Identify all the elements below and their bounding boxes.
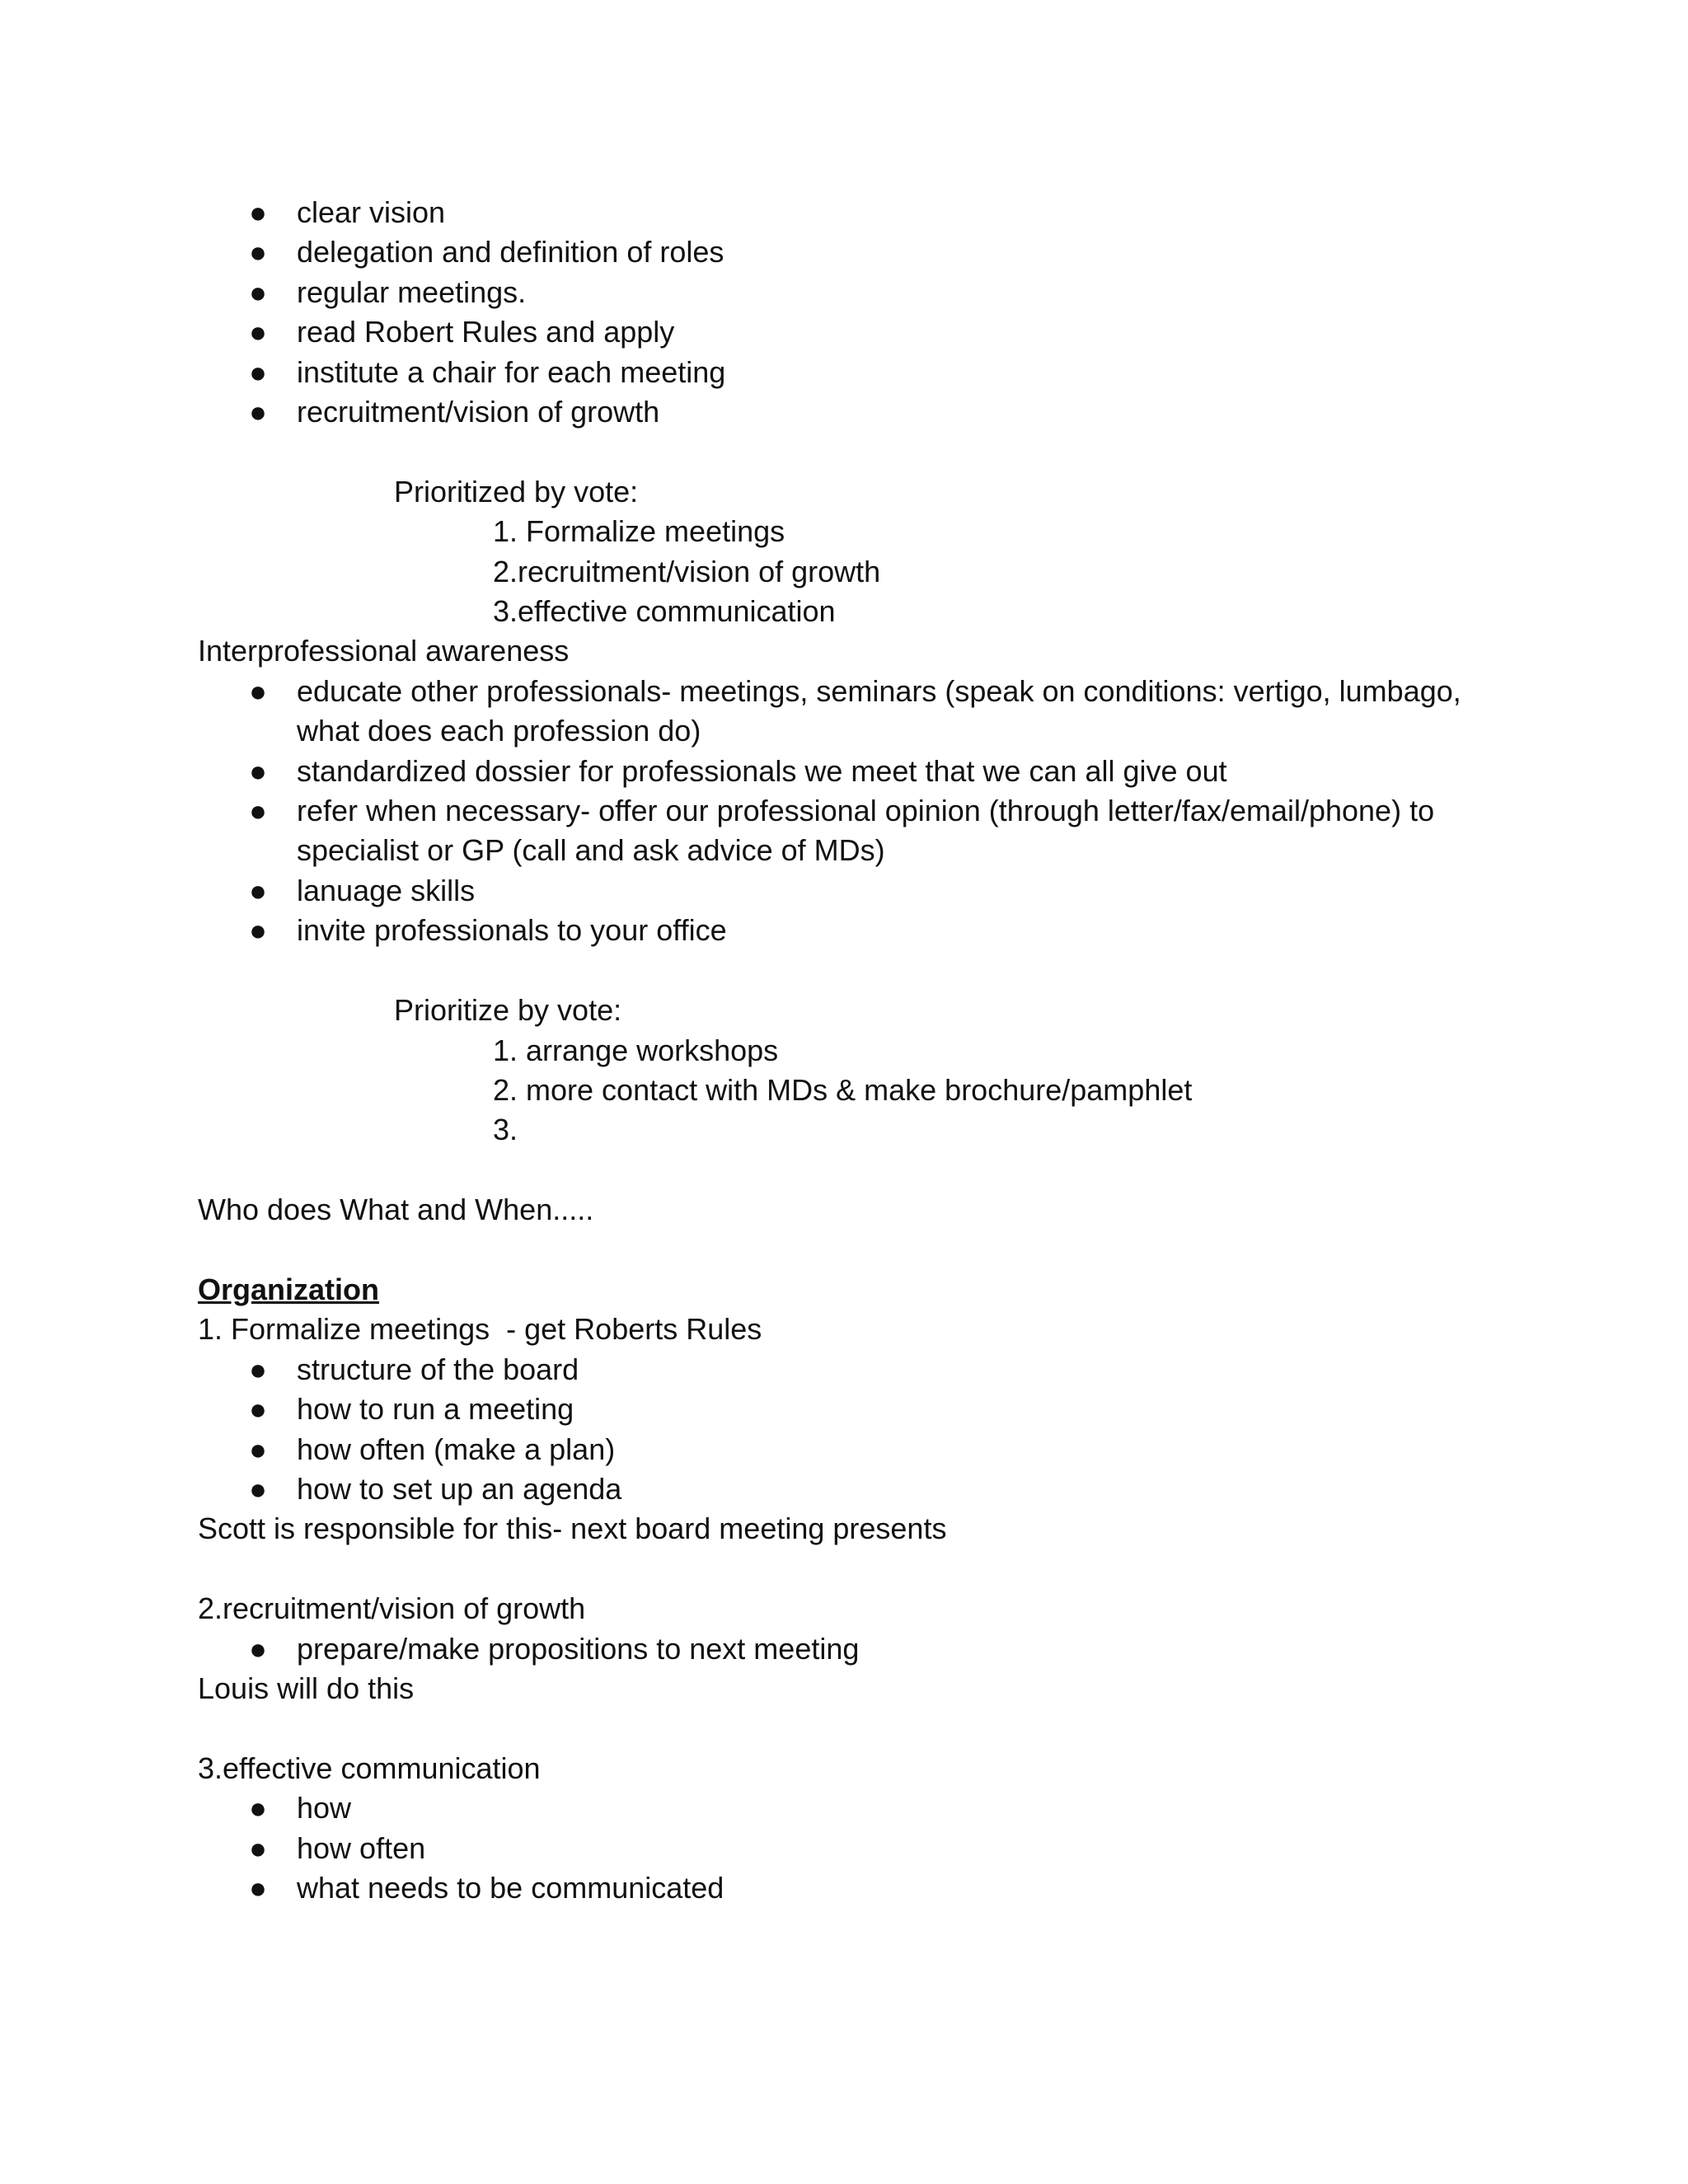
interpro-list bbox=[198, 672, 1517, 951]
list-item-text: standardized dossier for professionals we meet that we can all give out bbox=[297, 753, 1227, 788]
list-item bbox=[198, 1390, 1517, 1429]
section3-list bbox=[198, 1788, 1517, 1908]
list-item-text: invite professionals to your office bbox=[297, 913, 727, 948]
bullet-icon: ● bbox=[249, 1870, 267, 1905]
list-item-text: clear vision bbox=[297, 195, 446, 229]
list-item-text: delegation and definition of roles bbox=[297, 235, 724, 269]
bullet-icon: ● bbox=[249, 1352, 267, 1386]
list-item bbox=[198, 911, 1517, 950]
roles-list bbox=[198, 193, 1517, 432]
document-body bbox=[198, 193, 1517, 1908]
list-item-text: how to set up an agenda bbox=[297, 1471, 622, 1506]
section-title: 3.effective communication bbox=[198, 1750, 541, 1785]
list-item bbox=[198, 672, 1517, 752]
vote2-item: 3. bbox=[493, 1113, 518, 1147]
bullet-icon: ● bbox=[249, 1392, 267, 1427]
bullet-icon: ● bbox=[249, 673, 267, 708]
list-item-text: regular meetings. bbox=[297, 274, 527, 309]
list-item-text: refer when necessary- offer our professional opinion (through letter/fax/email/phone) to specialist or GP (call and ask advice of MDs) bbox=[297, 794, 1435, 868]
vote1-item: 3.effective communication bbox=[493, 594, 836, 629]
who-does-what-line: Who does What and When..... bbox=[198, 1193, 594, 1227]
vote2-item: 2. more contact with MDs & make brochure/pamphlet bbox=[493, 1072, 1193, 1107]
list-item bbox=[198, 752, 1517, 791]
list-item-text: how bbox=[297, 1791, 352, 1825]
list-item bbox=[198, 312, 1517, 352]
list-item-text: institute a chair for each meeting bbox=[297, 354, 726, 389]
list-item-text: lanuage skills bbox=[297, 873, 476, 907]
list-item bbox=[198, 1469, 1517, 1509]
section-note: Scott is responsible for this- next board meeting presents bbox=[198, 1511, 947, 1546]
bullet-icon: ● bbox=[249, 913, 267, 948]
bullet-icon: ● bbox=[249, 195, 267, 229]
list-item-text: structure of the board bbox=[297, 1352, 579, 1386]
list-item bbox=[198, 1629, 1517, 1669]
list-item-text: how to run a meeting bbox=[297, 1392, 574, 1427]
list-item-text: read Robert Rules and apply bbox=[297, 315, 675, 349]
bullet-icon: ● bbox=[249, 1830, 267, 1865]
section1-list bbox=[198, 1350, 1517, 1510]
list-item bbox=[198, 1350, 1517, 1390]
vote1-label: Prioritized by vote: bbox=[394, 474, 639, 509]
section-title: 2.recruitment/vision of growth bbox=[198, 1591, 586, 1626]
list-item bbox=[198, 871, 1517, 911]
list-item bbox=[198, 353, 1517, 392]
section-title: 1. Formalize meetings - get Roberts Rules bbox=[198, 1312, 762, 1347]
vote1-item: 2.recruitment/vision of growth bbox=[493, 554, 881, 588]
bullet-icon: ● bbox=[249, 1631, 267, 1666]
list-item-text: how often bbox=[297, 1830, 426, 1865]
vote1-item: 1. Formalize meetings bbox=[493, 514, 785, 549]
list-item bbox=[198, 1788, 1517, 1828]
bullet-icon: ● bbox=[249, 1432, 267, 1466]
organization-heading: Organization bbox=[198, 1272, 380, 1306]
list-item-text: recruitment/vision of growth bbox=[297, 395, 660, 429]
list-item bbox=[198, 392, 1517, 432]
list-item bbox=[198, 193, 1517, 232]
list-item bbox=[198, 1430, 1517, 1469]
bullet-icon: ● bbox=[249, 235, 267, 269]
bullet-icon: ● bbox=[249, 794, 267, 828]
list-item bbox=[198, 232, 1517, 272]
bullet-icon: ● bbox=[249, 395, 267, 429]
bullet-icon: ● bbox=[249, 1471, 267, 1506]
bullet-icon: ● bbox=[249, 1791, 267, 1825]
list-item-text: educate other professionals- meetings, seminars (speak on conditions: vertigo, lumbago, what does each profession do) bbox=[297, 673, 1461, 748]
section-note: Louis will do this bbox=[198, 1671, 415, 1705]
bullet-icon: ● bbox=[249, 354, 267, 389]
vote2-label: Prioritize by vote: bbox=[394, 993, 622, 1028]
vote2-item: 1. arrange workshops bbox=[493, 1033, 779, 1067]
list-item-text: what needs to be communicated bbox=[297, 1870, 724, 1905]
bullet-icon: ● bbox=[249, 873, 267, 907]
interpro-title: Interprofessional awareness bbox=[198, 634, 570, 668]
list-item-text: how often (make a plan) bbox=[297, 1432, 616, 1466]
list-item-text: prepare/make propositions to next meeting bbox=[297, 1631, 860, 1666]
bullet-icon: ● bbox=[249, 274, 267, 309]
list-item bbox=[198, 273, 1517, 312]
bullet-icon: ● bbox=[249, 753, 267, 788]
list-item bbox=[198, 1868, 1517, 1908]
list-item bbox=[198, 791, 1517, 871]
section2-list bbox=[198, 1629, 1517, 1669]
bullet-icon: ● bbox=[249, 315, 267, 349]
list-item bbox=[198, 1829, 1517, 1868]
